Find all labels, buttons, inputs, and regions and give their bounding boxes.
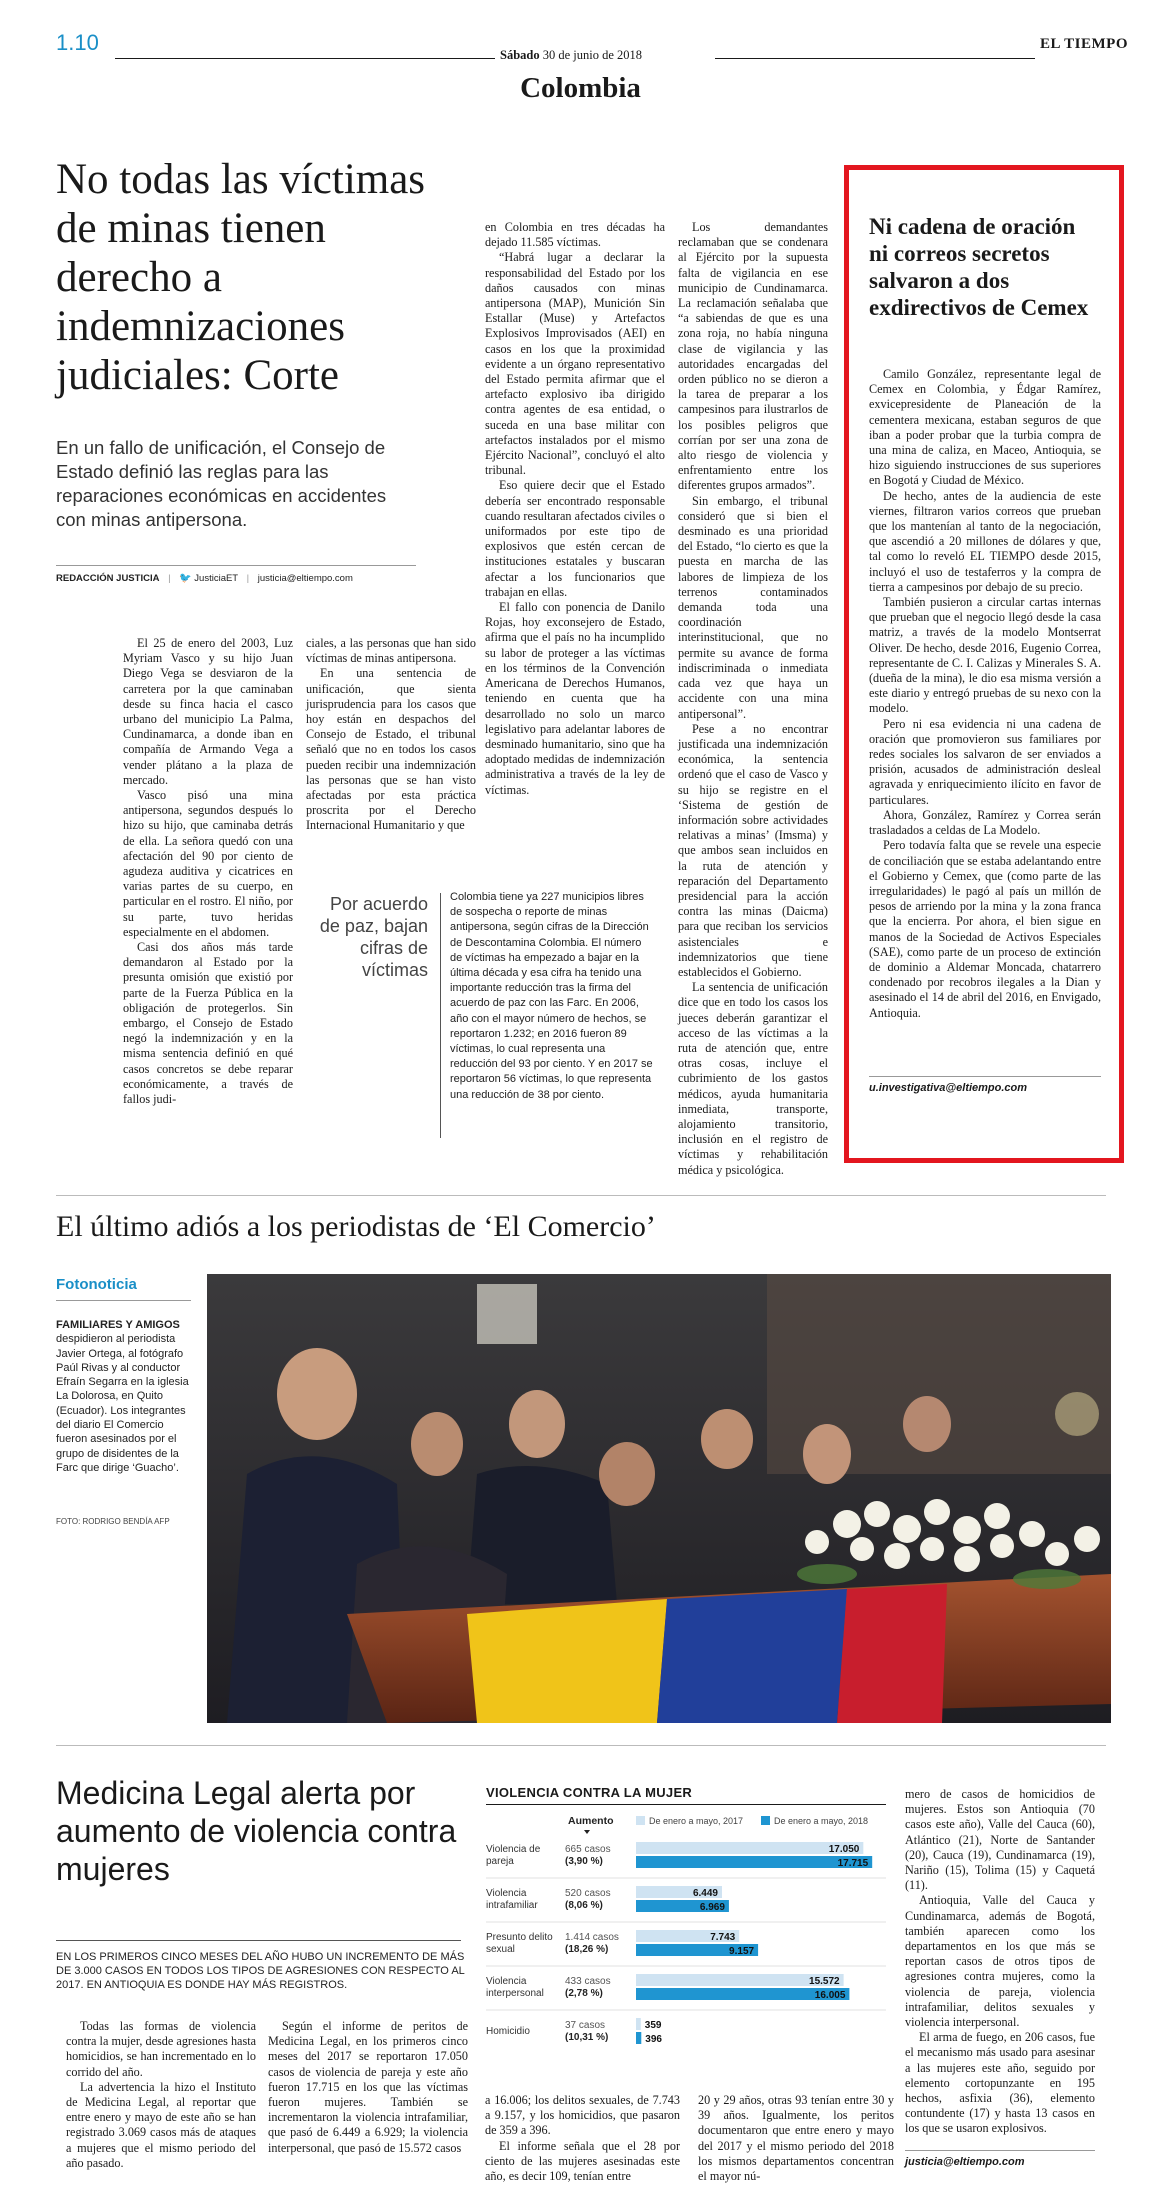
funeral-photo	[207, 1274, 1111, 1723]
legend-label-0: De enero a mayo, 2017	[649, 1816, 744, 1826]
bar-value-label: 9.157	[729, 1946, 755, 1957]
section-title: Colombia	[520, 72, 641, 104]
bar-value-label: 7.743	[710, 1932, 736, 1943]
increase-pct: (8,06 %)	[565, 1900, 603, 1911]
main-col-1: El 25 de enero del 2003, Luz Myriam Vasco y su hijo Juan Diego Vega se desviaron de la carretera por la que caminaban desde su finca hacia el casco urbano del municipio La Palma, Cundinamarca, a donde iban en compañía de Armando Vega a vender plátano a la plaza de mercado. Vasco pisó una mina antipersona, segundos después lo hizo su hijo, que caminaba detrás de ella. La señora quedó con una afectación del 90 por ciento de agudeza auditiva y cicatrices en varias partes de su cuerpo, en particular en el rostro. El niño, por su parte, tuvo heridas especialmente en el abdomen. Casi dos años más tarde demandaron al Estado por la presunta omisión que existió por parte de la Fuerza Pública en la obligación de protegerlos. Sin embargo, el Consejo de Estado negó la indemnización y en la misma sentencia definió en qué casos concretos se debe reparar económicamente, a través de fallos judi-	[123, 636, 293, 1107]
category-label: Homicidio	[486, 2026, 530, 2037]
bottom-col-2: Según el informe de peritos de Medicina Legal, en los primeros cinco meses del 2017 se reportaron 17.050 casos de violencia de pareja y este año fueron 17.715 en los que las víctimas fueron mujeres. También se incrementaron la violencia intrafamiliar, que pasó de 6.449 a 6.929; la violencia interpersonal, que pasó de 15.572 casos	[268, 2019, 468, 2155]
byline-email[interactable]: justicia@eltiempo.com	[257, 573, 353, 584]
increase-pct: (2,78 %)	[565, 1988, 603, 1999]
bottom-email-rule	[905, 2150, 1095, 2151]
bar-value-label: 359	[644, 2020, 662, 2031]
increase-cases: 1.414 casos	[565, 1932, 619, 1943]
header-date: Sábado 30 de junio de 2018	[500, 48, 643, 62]
bottom-deck: EN LOS PRIMEROS CINCO MESES DEL AÑO HUBO UN INCREMENTO DE MÁS DE 3.000 CASOS EN TODOS LOS TIPOS DE AGRESIONES CON RESPECTO AL 2017. EN ANTIOQUIA ES DONDE HAY MÁS REGISTROS.	[56, 1951, 465, 1991]
twitter-handle[interactable]: JusticiaET	[194, 573, 238, 584]
bottom-col-1: Todas las formas de violencia contra la mujer, desde agresiones hasta homicidios, se han incrementado en lo corrido del año. La advertencia la hizo el Instituto de Medicina Legal, al reportar que entre enero y mayo de este año se han registrado 3.069 casos más de ataques a mujeres que el mismo periodo del año pasado.	[66, 2019, 256, 2170]
pullquote-rule	[440, 893, 441, 1138]
legend-swatch-1	[761, 1816, 770, 1825]
bottom-col-4: 20 y 29 años, otras 93 tenían entre 30 y 39 años. Igualmente, los peritos documentaron que entre enero y mayo del 2017 y el mismo periodo del 2018 los mismos departamentos concentran el mayor nú-	[698, 2093, 894, 2184]
main-deck: En un fallo de unificación, el Consejo de Estado definió las reglas para las reparaciones económicas en accidentes con minas antipersona.	[56, 437, 387, 530]
header-rule-left	[115, 58, 495, 59]
bottom-headline: Medicina Legal alerta por aumento de violencia contra mujeres	[56, 1775, 457, 1887]
sidebar-body: Camilo González, representante legal de Cemex en Colombia, y Édgar Ramírez, exvicepresidente de Planeación de la cementera mexicana, estaban seguros de que iban a poder probar que la turbia compra de una mina de caliza, en Maceo, Antioquia, se hizo siguiendo instrucciones de sus superiores en Bogotá y Ciudad de México. De hecho, antes de la audiencia de este viernes, filtraron varios correos que prueban que los mantenían al tanto de la negociación, que ascendió a 20 millones de dólares y que, tal como lo reveló EL TIEMPO desde 2015, incluyó el uso de testaferros y la compra de tierra a campesinos por debajo de su precio. También pusieron a circular cartas internas que prueban que el negocio llegó desde la casa matriz, a través de la modelo Montserrat Oliver. De hecho, desde 2016, Eugenio Correa, representante de C. I. Calizas y Minerales S. A. (dueña de la mina), le dio esa misma versión a este diario y entregó pruebas de su nexo con la modelo. Pero ni esa evidencia ni una cadena de oración que promovieron sus familiares por redes sociales los salvaron de ser enviados a prisión, acusados de administración desleal agravada y enriquecimiento ilícito en favor de particulares. Ahora, González, Ramírez y Correa serán trasladados a celdas de La Modelo. Pero todavía falta que se revele una especie de conciliación que se estaba adelantando entre el Gobierno y Cemex, que (como parte de las irregularidades) le pagó al país un millón de pesos de arriendo por la mina y la zona franca que la encierra. Por ahora, el bien sigue en manos de la Sociedad de Activos Especiales (SAE), como parte de un proceso de extinción de dominio a Aldemar Moncada, chatarrero condenado por recobros ilegales a la Dian y asesinado el 14 de abril del 2016, en Envigado, Antioquia.	[869, 367, 1101, 1020]
bottom-col-3: a 16.006; los delitos sexuales, de 7.743 a 9.157, y los homicidios, que pasaron de 359 a 396. El informe señala que el 28 por ciento de las mujeres asesinadas este año, es decir 109, tenían entre	[485, 2093, 680, 2184]
main-headline: No todas las víctimas de minas tienen derecho a indemnizaciones judiciales: Corte	[56, 156, 426, 399]
bar-value-label: 6.449	[692, 1888, 718, 1899]
bar-value-label: 396	[645, 2034, 662, 2045]
increase-pct: (10,31 %)	[565, 2032, 609, 2043]
photo-headline: El último adiós a los periodistas de ‘El Comercio’	[56, 1210, 656, 1243]
chart-increase-arrow-icon	[584, 1830, 590, 1834]
chart	[486, 1810, 886, 2060]
main-col-4: Los demandantes reclamaban que se condenara al Ejército por la supuesta falta de vigilancia en ese municipio de Cundinamarca. La reclamación señalaba que “a sabiendas de que es una zona roja, no había ninguna clase de vigilancia y las autoridades encargadas del orden público no se dieron a la tarea de preparar a los campesinos para ilustrarlos de los posibles peligros que corrían por ser una zona de alto riesgo de violencia y enfrentamiento entre los diferentes grupos armados”. Sin embargo, el tribunal consideró que si bien el desminado es una prioridad del Estado, “lo cierto es que la puesta en marcha de las labores de limpieza de los terrenos contaminados demanda toda una coordinación interinstitucional, que no permite su avance de forma indiscriminada o inmediata cada vez que haya un accidente con una mina antipersonal”. Pese a no encontrar justificada una indemnización económica, la sentencia ordenó que el caso de Vasco y su hijo se registre en el ‘Sistema de gestión de información sobre actividades relativas a minas’ (Imsma) y que ambos sean incluidos en la ruta de atención y reparación del Departamento presidencial para la acción contra las minas (Daicma) para que reciban los servicios asistenciales e indemnizatorios que tiene establecidos el Gobierno. La sentencia de unificación dice que en todo los casos los jueces deberán garantizar el acceso de las víctimas a la ruta de atención que, entre otras cosas, incluye el cubrimiento de los gastos médicos, ayuda humanitaria inmediata, transporte, alojamiento transitorio, inclusión en el registro de víctimas y rehabilitación médica y psicológica.	[678, 220, 828, 1177]
category-label: intrafamiliar	[486, 1900, 538, 1911]
bottom-deck-rule	[56, 1940, 461, 1941]
page-number: 1.10	[56, 30, 99, 55]
sidebar-headline: Ni cadena de oración ni correos secretos salvaron a dos exdirectivos de Cemex	[869, 214, 1089, 320]
twitter-icon: 🐦	[179, 573, 192, 584]
bottom-col-5: mero de casos de homicidios de mujeres. Estos son Antioquia (70 casos este año), Valle del Cauca (60), Atlántico (21), Norte de Santander (20), Cauca (19), Cundinamarca (19), Nariño (15), Tolima (15) y Caquetá (11). Antioquia, Valle del Cauca y Cundinamarca, además de Bogotá, también aparecen como los departamentos en los que más se reportan casos de otros tipos de agresiones contra mujeres, como la violencia de pareja, violencia intrafamiliar, delitos sexuales y violencia interpersonal. El arma de fuego, en 206 casos, fue el mecanismo más usado para asesinar a las mujeres este año, seguido por elemento cortopunzante en 195 hechos, asfixia (36), elemento contundente (17) y hasta 13 casos en los que se usaron explosivos.	[905, 1787, 1095, 2136]
category-label: Violencia	[486, 1976, 527, 1987]
category-label: Violencia de	[486, 1844, 541, 1855]
byline-rule	[56, 565, 416, 566]
bar-value-label: 6.969	[699, 1902, 725, 1913]
main-col-2: ciales, a las personas que han sido víctimas de minas antipersona. En una sentencia de unificación, que sienta jurisprudencia para los casos que hoy están en despachos del Consejo de Estado, el tribunal señaló que no en todos los casos pueden recibir una indemnización las personas que se han visto afectadas por esta práctica proscrita por el Derecho Internacional Humanitario y que	[306, 636, 476, 833]
increase-cases: 665 casos	[565, 1844, 611, 1855]
fotonoticia-label: Fotonoticia	[56, 1276, 137, 1293]
bar-value-label: 16.005	[814, 1990, 846, 2001]
chart-title-rule	[486, 1804, 886, 1805]
increase-cases: 433 casos	[565, 1976, 611, 1987]
pullquote-text: Colombia tiene ya 227 municipios libres de sospecha o reporte de minas antipersona, según cifras de la Dirección de Descontamina Colombia. El número de víctimas ha empezado a bajar en la última década y esa cifra ha tenido una importante reducción tras la firma del acuerdo de paz con las Farc. En 2006, año con el mayor número de hechos, se reportaron 1.232; en 2016 fueron 89 víctimas, lo cual representa una reducción del 93 por ciento. Y en 2017 se reportaron 56 víctimas, lo que representa una reducción de 38 por ciento.	[450, 891, 653, 1101]
category-label: interpersonal	[486, 1988, 544, 1999]
fotonoticia-rule	[56, 1300, 191, 1301]
category-label: pareja	[486, 1856, 514, 1867]
sidebar-email[interactable]: u.investigativa@eltiempo.com	[869, 1082, 1028, 1094]
bar-value-label: 15.572	[809, 1976, 840, 1987]
bottom-top-rule	[56, 1745, 1106, 1746]
sidebar-email-rule	[869, 1076, 1101, 1077]
chart-svg	[486, 1810, 886, 2060]
bar-1	[636, 2032, 641, 2044]
chart-increase-header: Aumento	[568, 1815, 614, 1827]
bar-0	[636, 2018, 641, 2030]
category-label: Presunto delito	[486, 1932, 553, 1943]
category-label: Violencia	[486, 1888, 527, 1899]
increase-cases: 520 casos	[565, 1888, 611, 1899]
photo-credit: FOTO: RODRIGO BENDÍA AFP	[56, 1517, 170, 1526]
increase-pct: (3,90 %)	[565, 1856, 603, 1867]
legend-label-1: De enero a mayo, 2018	[774, 1816, 869, 1826]
bar-value-label: 17.715	[837, 1858, 869, 1869]
legend-swatch-0	[636, 1816, 645, 1825]
bottom-email[interactable]: justicia@eltiempo.com	[905, 2156, 1025, 2168]
photo-top-rule	[56, 1195, 1106, 1196]
byline: REDACCIÓN JUSTICIA | 🐦 JusticiaET | justicia@eltiempo.com	[56, 573, 353, 584]
bar-value-label: 17.050	[828, 1844, 860, 1855]
increase-cases: 37 casos	[565, 2020, 606, 2031]
photo-caption: FAMILIARES Y AMIGOS despidieron al periodista Javier Ortega, al fotógrafo Paúl Rivas y al conductor Efraín Segarra en la iglesia La Dolorosa, en Quito (Ecuador). Los integrantes del diario El Comercio fueron asesinados por el grupo de disidentes de la Farc que dirige ‘Guacho’.	[56, 1319, 189, 1474]
pullquote-heading: Por acuerdo de paz, bajan cifras de víctimas	[319, 894, 428, 980]
main-col-3: en Colombia en tres décadas ha dejado 11.585 víctimas. “Habrá lugar a declarar la responsabilidad del Estado por los daños causados con minas antipersona (MAP), Munición Sin Estallar (Muse) y Artefactos Explosivos Improvisados (AEI) en casos en los que la proximidad evidente a un órgano representativo del Estado permita afirmar que el artefacto explosivo iba dirigido contra agentes de esa entidad, o suceda en una base militar con artefactos instalados por el mismo Ejército Nacional”, concluyó el alto tribunal. Eso quiere decir que el Estado debería ser encontrado responsable cuando resultaran afectados civiles o uniformados por este tipo de explosivos que estén cercan de instituciones estatales y buscaran afectar a los funcionarios que trabajan en ellas. El fallo con ponencia de Danilo Rojas, hoy exconsejero de Estado, afirma que el país no ha incumplido su labor de proteger a las víctimas en los términos de la Convención Americana de Derechos Humanos, teniendo en cuenta que ha desarrollado no solo un marco legislativo para adelantar labores de desminado humanitario, sino que ha adoptado medidas de indemnización administrativa a través de la ley de víctimas.	[485, 220, 665, 797]
chart-title: VIOLENCIA CONTRA LA MUJER	[486, 1785, 693, 1800]
brand-logo: EL TIEMPO	[1040, 36, 1128, 52]
category-label: sexual	[486, 1944, 515, 1955]
header-rule-right	[715, 58, 1035, 59]
increase-pct: (18,26 %)	[565, 1944, 609, 1955]
